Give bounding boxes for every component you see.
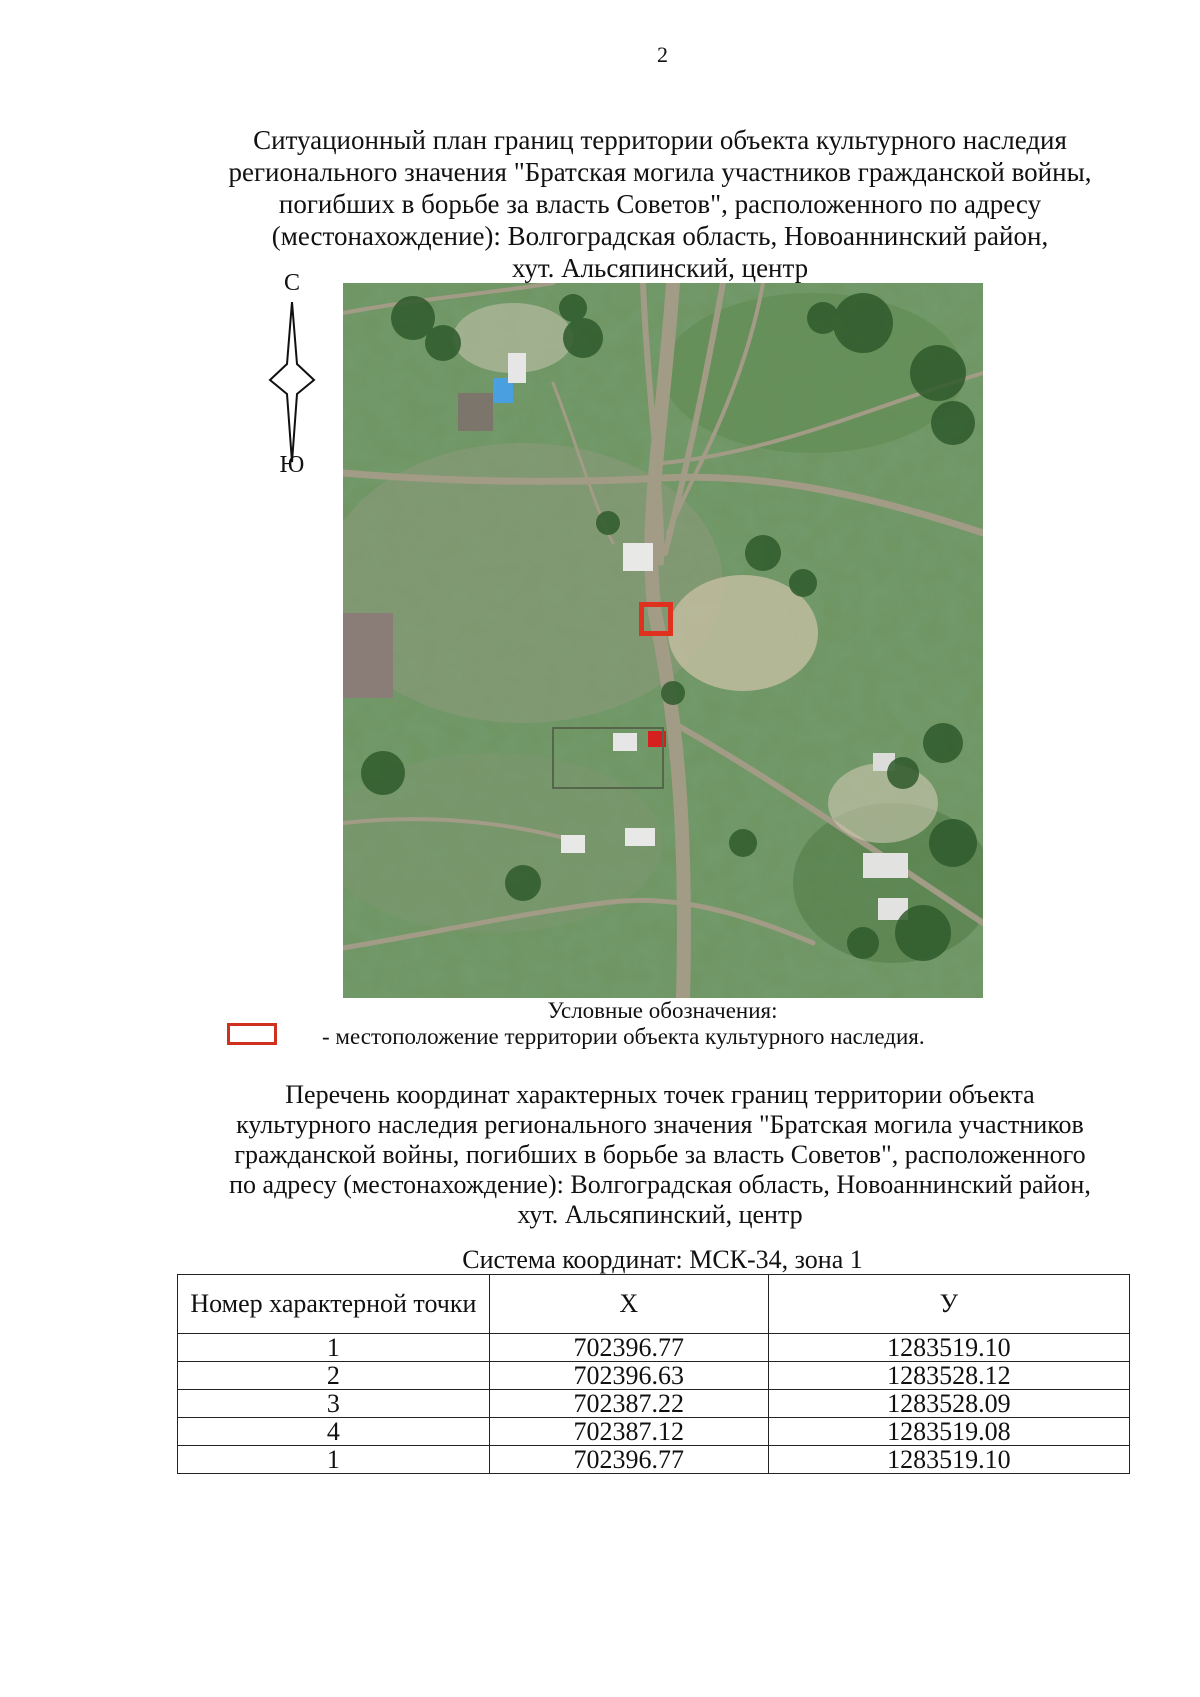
north-arrow — [262, 270, 322, 478]
coordinate-system-caption: Система координат: МСК-34, зона 1 — [462, 1245, 863, 1274]
plan-title-line: регионального значения "Братская могила участников гражданской войны, — [228, 157, 1092, 187]
satellite-map — [343, 283, 983, 998]
point-number-cell: 2 — [178, 1362, 490, 1390]
compass-arrow-icon — [262, 302, 322, 472]
y-cell: 1283528.09 — [768, 1390, 1129, 1418]
header-x: X — [489, 1275, 768, 1334]
y-cell: 1283519.08 — [768, 1418, 1129, 1446]
legend-heading: Условные обозначения: — [547, 998, 778, 1023]
list-title-line: Перечень координат характерных точек границ территории объекта — [285, 1080, 1035, 1109]
legend-item-text: - местоположение территории объекта культурного наследия. — [322, 1024, 925, 1049]
list-title-line: культурного наследия регионального значения "Братская могила участников — [236, 1110, 1084, 1139]
point-number-cell: 3 — [178, 1390, 490, 1418]
y-cell: 1283519.10 — [768, 1446, 1129, 1474]
coordinates-table — [177, 1274, 1130, 1474]
point-number-cell: 1 — [178, 1334, 490, 1362]
heritage-site-marker — [639, 602, 673, 636]
legend-marker-swatch — [227, 1023, 277, 1045]
x-cell: 702387.22 — [489, 1390, 768, 1418]
table-row — [178, 1446, 1130, 1474]
plan-title-line: хут. Альсяпинский, центр — [511, 253, 809, 283]
table-row — [178, 1334, 1130, 1362]
table-row — [178, 1390, 1130, 1418]
south-label: Ю — [279, 452, 305, 478]
point-number-cell: 4 — [178, 1418, 490, 1446]
page-number: 2 — [657, 42, 668, 67]
point-number-cell: 1 — [178, 1446, 490, 1474]
x-cell: 702387.12 — [489, 1418, 768, 1446]
plan-title-line: (местонахождение): Волгоградская область, Новоаннинский район, — [271, 221, 1049, 251]
coordinates-list-title — [190, 1080, 1130, 1230]
plan-title-line: погибших в борьбе за власть Советов", расположенного по адресу — [278, 189, 1042, 219]
list-title-line: по адресу (местонахождение): Волгоградская область, Новоаннинский район, — [229, 1170, 1091, 1199]
header-point-number: Номер характерной точки — [178, 1275, 490, 1334]
table-row — [178, 1418, 1130, 1446]
y-cell: 1283528.12 — [768, 1362, 1129, 1390]
x-cell: 702396.77 — [489, 1334, 768, 1362]
list-title-line: хут. Альсяпинский, центр — [517, 1200, 803, 1229]
x-cell: 702396.63 — [489, 1362, 768, 1390]
plan-title — [190, 124, 1130, 284]
table-header-row — [178, 1275, 1130, 1334]
y-cell: 1283519.10 — [768, 1334, 1129, 1362]
plan-title-line: Ситуационный план границ территории объекта культурного наследия — [253, 125, 1067, 155]
x-cell: 702396.77 — [489, 1446, 768, 1474]
north-label: С — [283, 270, 300, 296]
list-title-line: гражданской войны, погибших в борьбе за власть Советов", расположенного — [234, 1140, 1086, 1169]
table-row — [178, 1362, 1130, 1390]
header-y: У — [768, 1275, 1129, 1334]
